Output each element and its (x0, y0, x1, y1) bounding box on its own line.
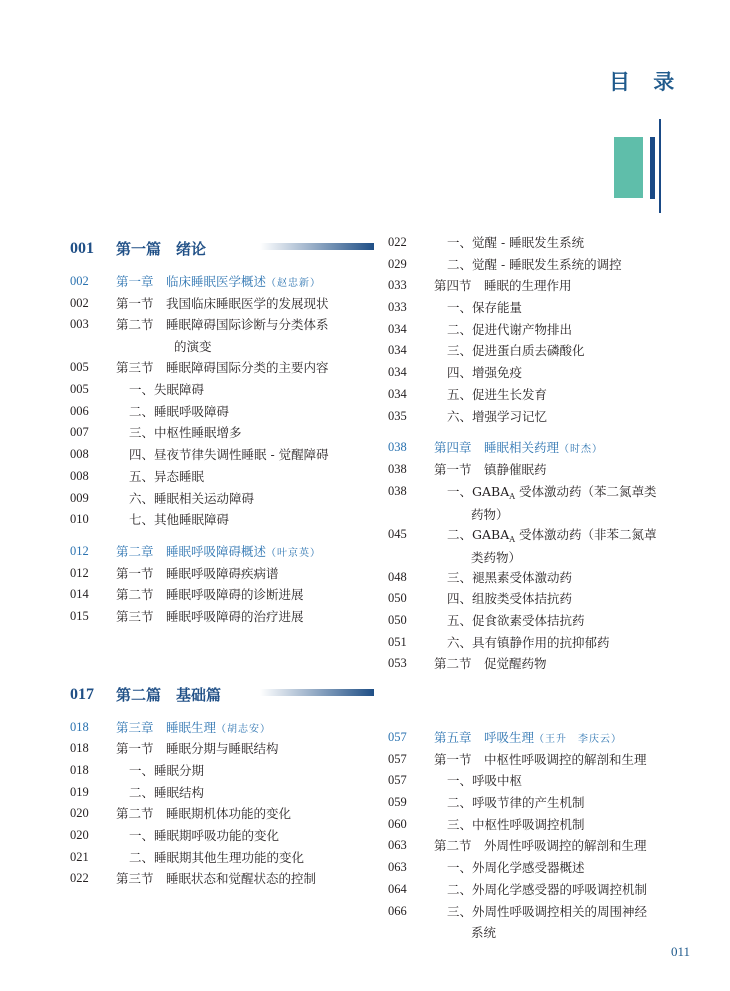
toc-entry-title (116, 357, 329, 379)
toc-chapter-entry[interactable] (388, 727, 688, 749)
toc-page-number: 034 (388, 321, 407, 336)
toc-title: 目 录 (609, 69, 683, 94)
toc-page-number: 002 (70, 295, 89, 310)
toc-entry-title (447, 814, 585, 836)
toc-page-number: 057 (388, 730, 407, 744)
gaba-prefix: 一、GABA (447, 483, 510, 499)
toc-entry-title (447, 362, 522, 384)
toc-entry-title (434, 653, 547, 675)
toc-page-number: 053 (388, 656, 407, 671)
toc-page-number: 017 (70, 685, 94, 703)
entry-text: 六、睡眠相关运动障碍 (129, 490, 255, 506)
toc-entry[interactable] (70, 401, 370, 423)
toc-entry-title (447, 588, 572, 610)
entry-text: 一、觉醒 - 睡眠发生系统 (447, 235, 585, 250)
toc-entry-title (129, 466, 204, 488)
toc-entry-title (447, 406, 547, 428)
entry-text: 第二章 睡眠呼吸障碍概述 (116, 543, 267, 559)
toc-entry-title (116, 606, 304, 628)
entry-text: 第二节 睡眠障碍国际诊断与分类体系 (116, 317, 329, 333)
toc-entry-title (447, 879, 647, 901)
toc-page-number: 010 (70, 512, 89, 527)
toc-entry-title (447, 254, 622, 276)
toc-entry[interactable] (70, 444, 370, 466)
toc-entry[interactable] (70, 357, 370, 379)
toc-page-number: 018 (70, 719, 89, 734)
toc-page-number: 019 (70, 784, 89, 799)
spacer (70, 707, 370, 717)
entry-text: 第一节 中枢性呼吸调控的解剖和生理 (434, 751, 647, 767)
toc-entry[interactable] (388, 770, 688, 792)
toc-page-number: 020 (70, 806, 89, 821)
toc-entry-title (447, 297, 522, 319)
spacer (388, 675, 688, 727)
toc-page-number: 022 (388, 235, 407, 249)
toc-page-number: 002 (70, 274, 89, 288)
toc-entry[interactable] (70, 293, 370, 315)
toc-entry[interactable] (388, 835, 688, 857)
entry-text: 受体激动药（非苯二氮䓬 (515, 526, 657, 542)
spacer (70, 531, 370, 541)
toc-part-title: 第二篇 基础篇 (116, 685, 222, 704)
toc-page-number: 064 (388, 881, 407, 896)
toc-page-number: 038 (388, 461, 407, 476)
entry-text: 一、呼吸中枢 (447, 773, 523, 789)
toc-page-number: 050 (388, 612, 407, 627)
toc-page-number: 034 (388, 365, 407, 380)
toc-entry[interactable] (388, 459, 688, 481)
chapter-author: （叶京英） (266, 547, 322, 559)
toc-entry[interactable] (388, 340, 688, 362)
entry-text: 二、呼吸节律的产生机制 (447, 795, 585, 811)
toc-entry-title (434, 459, 547, 481)
toc-entry[interactable] (388, 879, 688, 901)
entry-text: 二、睡眠结构 (129, 784, 205, 800)
entry-text: 第三章 睡眠生理 (116, 719, 217, 735)
entry-text: 五、促食欲素受体拮抗药 (447, 612, 585, 628)
toc-entry-title (129, 422, 242, 444)
toc-entry[interactable] (70, 466, 370, 488)
entry-text: 四、组胺类受体拮抗药 (447, 591, 573, 607)
toc-entry[interactable] (70, 563, 370, 585)
toc-entry-title (447, 567, 572, 589)
toc-page-number: 038 (388, 483, 407, 498)
entry-text: 六、增强学习记忆 (447, 408, 548, 424)
toc-entry-title (129, 488, 254, 510)
entry-text: 第三节 睡眠障碍国际分类的主要内容 (116, 360, 329, 376)
toc-entry-title (447, 792, 585, 814)
entry-text: 第三节 睡眠呼吸障碍的治疗进展 (116, 608, 304, 624)
toc-entry[interactable] (388, 406, 688, 428)
entry-text: 受体激动药（苯二氮䓬类 (515, 483, 657, 499)
toc-entry[interactable] (70, 803, 370, 825)
toc-entry[interactable] (70, 606, 370, 628)
entry-text: 第二节 睡眠期机体功能的变化 (116, 806, 292, 822)
toc-entry[interactable] (70, 379, 370, 401)
toc-page-number: 034 (388, 343, 407, 358)
entry-text: 一、保存能量 (447, 300, 523, 316)
toc-entry-title (116, 271, 321, 295)
toc-page-number: 063 (388, 838, 407, 853)
toc-page-number: 045 (388, 526, 407, 541)
gaba-subscript: A (509, 491, 516, 501)
toc-entry-title (447, 857, 585, 879)
toc-page-number: 018 (70, 741, 89, 756)
toc-entry-title (447, 770, 522, 792)
toc-entry-title (116, 293, 329, 315)
toc-page-number: 063 (388, 860, 407, 875)
toc-entry-title (447, 610, 585, 632)
toc-entry[interactable] (388, 792, 688, 814)
toc-entry-title (447, 901, 647, 944)
toc-page-number: 060 (388, 816, 407, 831)
gaba-subscript: A (509, 534, 516, 544)
toc-entry-title (447, 384, 547, 406)
toc-page-number: 015 (70, 608, 89, 623)
toc-entry[interactable] (388, 275, 688, 297)
entry-text: 第二节 外周性呼吸调控的解剖和生理 (434, 838, 647, 854)
entry-text: 第一节 睡眠呼吸障碍疾病谱 (116, 565, 279, 581)
toc-entry[interactable] (388, 297, 688, 319)
toc-entry-title (447, 524, 657, 569)
toc-entry[interactable] (388, 749, 688, 771)
toc-chapter-entry[interactable] (70, 717, 370, 739)
toc-entry[interactable] (388, 814, 688, 836)
entry-text: 一、外周化学感受器概述 (447, 860, 585, 876)
gaba-prefix: 二、GABA (447, 526, 510, 542)
entry-text-line2: 的演变 (174, 339, 212, 355)
toc-page-number: 066 (388, 903, 407, 918)
entry-text: 四、增强免疫 (447, 365, 523, 381)
toc-entry-title (116, 584, 304, 606)
entry-text: 二、外周化学感受器的呼吸调控机制 (447, 881, 648, 897)
entry-text: 五、促进生长发育 (447, 386, 548, 402)
entry-text: 六、具有镇静作用的抗抑郁药 (447, 634, 610, 650)
toc-right-column (388, 232, 688, 944)
toc-entry[interactable] (70, 825, 370, 847)
toc-entry[interactable] (388, 901, 688, 944)
toc-entry-title (447, 232, 584, 254)
toc-part-entry[interactable] (70, 683, 370, 707)
toc-page-number: 006 (70, 403, 89, 418)
toc-left-column (70, 234, 370, 890)
spacer (388, 427, 688, 437)
entry-text: 七、其他睡眠障碍 (129, 512, 230, 528)
entry-text: 一、失眠障碍 (129, 382, 205, 398)
decor-blue-line (659, 119, 661, 213)
entry-text: 四、昼夜节律失调性睡眠 - 觉醒障碍 (129, 447, 329, 463)
toc-entry[interactable] (388, 254, 688, 276)
entry-text: 三、促进蛋白质去磷酸化 (447, 343, 585, 359)
toc-entry[interactable] (70, 782, 370, 804)
toc-entry[interactable] (388, 610, 688, 632)
toc-page-number: 057 (388, 773, 407, 788)
toc-entry-title (447, 481, 657, 526)
entry-text: 三、外周性呼吸调控相关的周围神经 (447, 903, 648, 919)
entry-text: 五、异态睡眠 (129, 468, 205, 484)
entry-text: 第四章 睡眠相关药理 (434, 440, 560, 456)
toc-entry[interactable] (388, 481, 688, 524)
entry-text: 三、中枢性呼吸调控机制 (447, 816, 585, 832)
toc-entry[interactable] (70, 760, 370, 782)
entry-text: 三、褪黑素受体激动药 (447, 569, 573, 585)
toc-page-number: 014 (70, 587, 89, 602)
entry-text-line2: 药物） (471, 507, 509, 523)
entry-text-line2: 系统 (471, 925, 497, 941)
toc-entry-title (447, 319, 572, 341)
toc-entry-title (129, 401, 229, 423)
toc-entry-title (116, 541, 321, 565)
toc-entry-title (116, 314, 329, 357)
toc-entry[interactable] (70, 509, 370, 531)
toc-entry[interactable] (388, 362, 688, 384)
entry-text: 第二节 睡眠呼吸障碍的诊断进展 (116, 587, 304, 603)
spacer (70, 628, 370, 680)
toc-entry-title (116, 803, 291, 825)
toc-entry[interactable] (388, 632, 688, 654)
toc-page-number: 018 (70, 763, 89, 777)
decor-green-block (614, 137, 643, 198)
chapter-author: （胡志安） (216, 723, 272, 735)
toc-page-number: 059 (388, 795, 407, 810)
chapter-author: （王升 李庆云） (534, 734, 623, 745)
toc-entry[interactable] (388, 567, 688, 589)
toc-entry-title (116, 563, 279, 585)
entry-text: 第二节 促觉醒药物 (434, 656, 547, 672)
entry-text: 第一章 临床睡眠医学概述 (116, 274, 267, 289)
toc-entry-title (434, 749, 647, 771)
entry-text: 第一节 镇静催眠药 (434, 461, 547, 477)
toc-entry-title (129, 760, 204, 782)
toc-entry-title (129, 444, 329, 466)
toc-entry-title (129, 379, 204, 401)
toc-entry[interactable] (70, 314, 370, 357)
toc-entry[interactable] (70, 847, 370, 869)
toc-part-title: 第一篇 绪论 (116, 240, 207, 258)
chapter-author: （时杰） (559, 444, 604, 456)
toc-entry[interactable] (388, 319, 688, 341)
toc-entry-title (116, 738, 279, 760)
toc-page-number: 033 (388, 278, 407, 293)
entry-text: 二、促进代谢产物排出 (447, 321, 573, 337)
entry-text: 二、睡眠呼吸障碍 (129, 403, 230, 419)
entry-text: 第四节 睡眠的生理作用 (434, 278, 572, 294)
toc-page-number: 003 (70, 317, 89, 332)
toc-entry[interactable] (70, 738, 370, 760)
toc-entry-title (434, 835, 647, 857)
toc-page-number: 051 (388, 634, 407, 649)
toc-page-number: 048 (388, 569, 407, 584)
toc-page-number: 050 (388, 591, 407, 606)
toc-entry-title (447, 632, 610, 654)
entry-text: 第五章 呼吸生理 (434, 730, 535, 745)
toc-entry-title (434, 727, 622, 751)
part-gradient-bar (260, 243, 374, 250)
toc-page-number: 057 (388, 751, 407, 766)
toc-page-number: 012 (70, 543, 89, 558)
toc-page-number: 009 (70, 490, 89, 505)
toc-entry[interactable] (70, 868, 370, 890)
toc-entry[interactable] (388, 653, 688, 675)
toc-entry-title (434, 275, 572, 297)
entry-text: 二、睡眠期其他生理功能的变化 (129, 849, 305, 865)
toc-entry[interactable] (388, 588, 688, 610)
toc-entry-title (129, 825, 279, 847)
toc-page-number: 005 (70, 382, 89, 397)
toc-entry[interactable] (388, 384, 688, 406)
toc-entry-title (434, 437, 603, 461)
toc-entry[interactable] (388, 857, 688, 879)
toc-entry-title (129, 782, 204, 804)
chapter-author: （赵忠新） (266, 278, 322, 289)
entry-text: 二、觉醒 - 睡眠发生系统的调控 (447, 256, 622, 272)
toc-part-entry[interactable] (70, 237, 370, 261)
toc-page-number: 005 (70, 360, 89, 375)
toc-page-number: 008 (70, 468, 89, 483)
toc-page-number: 034 (388, 386, 407, 401)
toc-entry[interactable] (70, 584, 370, 606)
toc-page-number: 035 (388, 408, 407, 423)
toc-page-number: 008 (70, 447, 89, 462)
part-gradient-bar (260, 689, 374, 696)
toc-page-number: 033 (388, 300, 407, 315)
page-number: 011 (670, 944, 690, 959)
decor-blue-bar (650, 137, 655, 199)
entry-text: 第一节 睡眠分期与睡眠结构 (116, 741, 279, 757)
entry-text: 第一节 我国临床睡眠医学的发展现状 (116, 295, 329, 311)
toc-entry[interactable] (70, 422, 370, 444)
toc-page-number: 038 (388, 440, 407, 455)
toc-chapter-entry[interactable] (70, 541, 370, 563)
toc-chapter-entry[interactable] (388, 437, 688, 459)
toc-page-number: 022 (70, 871, 89, 886)
entry-text: 三、中枢性睡眠增多 (129, 425, 242, 441)
toc-entry[interactable] (70, 488, 370, 510)
toc-entry-title (116, 717, 271, 741)
toc-entry-title (447, 340, 585, 362)
toc-chapter-entry[interactable] (70, 271, 370, 293)
entry-text: 一、睡眠期呼吸功能的变化 (129, 828, 280, 844)
toc-page-number: 020 (70, 828, 89, 843)
toc-page-number: 021 (70, 849, 89, 864)
toc-entry-title (129, 847, 304, 869)
toc-page-number: 012 (70, 565, 89, 580)
toc-entry-title (129, 509, 229, 531)
entry-text: 一、睡眠分期 (129, 763, 205, 778)
toc-page-number: 001 (70, 240, 94, 257)
toc-entry[interactable] (388, 524, 688, 567)
toc-entry-title (116, 868, 316, 890)
entry-text: 第三节 睡眠状态和觉醒状态的控制 (116, 871, 317, 887)
spacer (70, 261, 370, 271)
toc-page-number: 029 (388, 256, 407, 271)
toc-entry[interactable] (388, 232, 688, 254)
entry-text-line2: 类药物） (471, 550, 522, 566)
toc-page-number: 007 (70, 425, 89, 440)
